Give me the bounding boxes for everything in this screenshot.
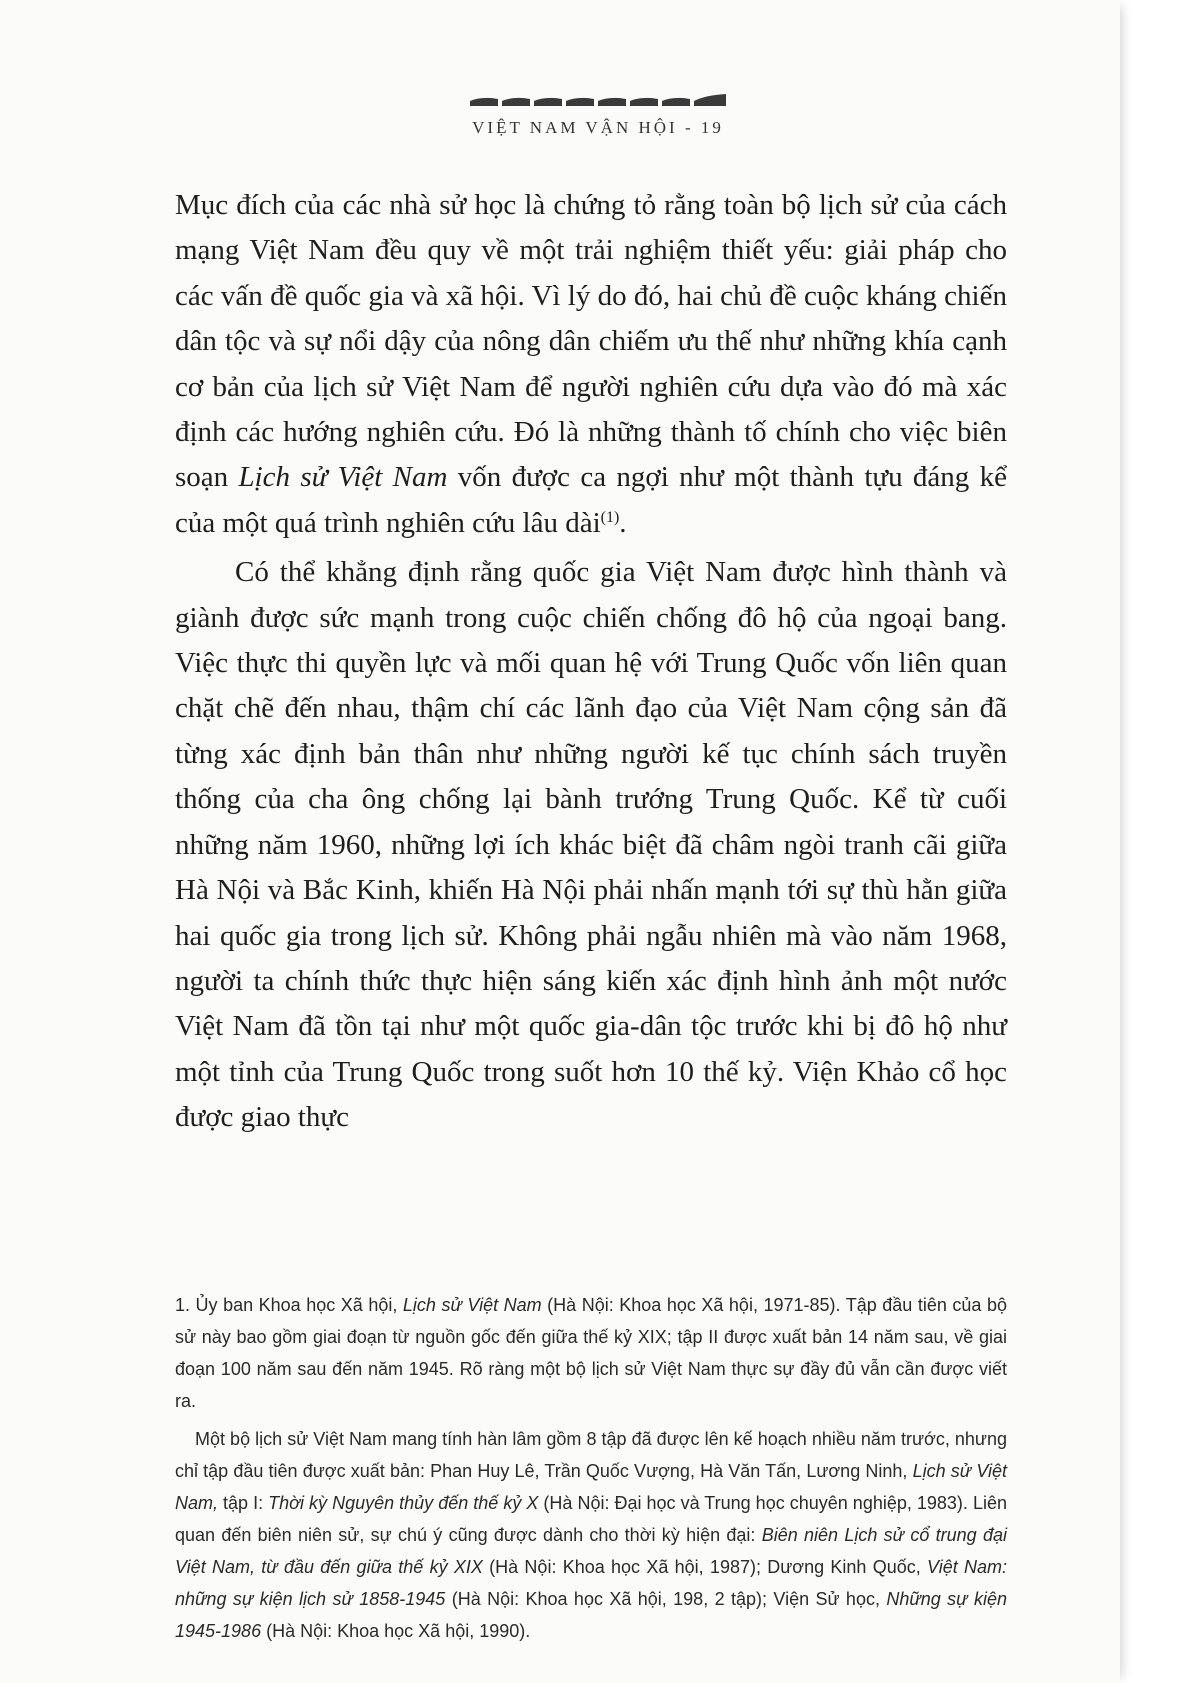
book-title: Lịch sử Việt Nam bbox=[238, 461, 448, 494]
main-text bbox=[175, 183, 1007, 1141]
footnotes bbox=[175, 1289, 1007, 1647]
paragraph-1: Mục đích của các nhà sử học là chứng tỏ rằng toàn bộ lịch sử của cách mạng Việt Nam đều quy về một trải nghiệm thiết yếu: giải pháp cho các vấn đề quốc gia và xã hội. Vì lý do đó, hai chủ đề cuộc kháng chiến dân tộc và sự nổi dậy của nông dân chiếm ưu thế như những khía cạnh cơ bản của lịch sử Việt Nam để người nghiên cứu dựa vào đó mà xác định các hướng nghiên cứu. Đó là những thành tố chính cho việc biên soạn Lịch sử Việt Nam vốn được ca ngợi như một thành tựu đáng kể của một quá trình nghiên cứu lâu dài$^{(1)}$. bbox=[175, 189, 1007, 539]
footnote-1-continued: Một bộ lịch sử Việt Nam mang tính hàn lâm gồm 8 tập đã được lên kế hoạch nhiều năm trước, nhưng chỉ tập đầu tiên được xuất bản: Phan Huy Lê, Trần Quốc Vượng, Hà Văn Tấn, Lương Ninh, Lịch sử Việt Nam, tập I: Thời kỳ Nguyên thủy đến thế kỷ X (Hà Nội: Đại học và Trung học chuyên nghiệp, 1983). Liên quan đến biên niên sử, sự chú ý cũng được dành cho thời kỳ hiện đại: Biên niên Lịch sử cổ trung đại Việt Nam, từ đầu đến giữa thế kỷ XIX (Hà Nội: Khoa học Xã hội, 1987); Dương Kinh Quốc, Việt Nam: những sự kiện lịch sử 1858-1945 (Hà Nội: Khoa học Xã hội, 198, 2 tập); Viện Sử học, Những sự kiện 1945-1986 (Hà Nội: Khoa học Xã hội, 1990). bbox=[175, 1429, 1008, 1641]
running-title: VIỆT NAM VẬN HỘI - 19 bbox=[472, 118, 724, 137]
page-header bbox=[448, 92, 748, 138]
footnote-1: 1. Ủy ban Khoa học Xã hội, Lịch sử Việt Nam (Hà Nội: Khoa học Xã hội, 1971-85). Tập đầu tiên của bộ sử này bao gồm giai đoạn từ nguồn gốc đến giữa thế kỷ XIX; tập II được xuất bản 14 năm sau, về giai đoạn 100 năm sau đến năm 1945. Rõ ràng một bộ lịch sử Việt Nam thực sự đầy đủ vẫn cần được viết ra. bbox=[175, 1295, 1007, 1411]
footnote-ref: (1) bbox=[600, 508, 620, 526]
paragraph-2: Có thể khẳng định rằng quốc gia Việt Nam được hình thành và giành được sức mạnh trong cuộc chiến chống đô hộ của ngoại bang. Việc thực thi quyền lực và mối quan hệ với Trung Quốc vốn liên quan chặt chẽ đến nhau, thậm chí các lãnh đạo của Việt Nam cộng sản đã từng xác định bản thân như những người kế tục chính sách truyền thống của cha ông chống lại bành trướng Trung Quốc. Kể từ cuối những năm 1960, những lợi ích khác biệt đã châm ngòi tranh cãi giữa Hà Nội và Bắc Kinh, khiến Hà Nội phải nhấn mạnh tới sự thù hằn giữa hai quốc gia trong lịch sử. Không phải ngẫu nhiên mà vào năm 1968, người ta chính thức thực hiện sáng kiến xác định hình ảnh một nước Việt Nam đã tồn tại như một quốc gia-dân tộc trước khi bị đô hộ như một tỉnh của Trung Quốc trong suốt hơn 10 thế kỷ. Viện Khảo cổ học được giao thực bbox=[175, 556, 1007, 1134]
wave-ornament-icon bbox=[468, 92, 728, 108]
